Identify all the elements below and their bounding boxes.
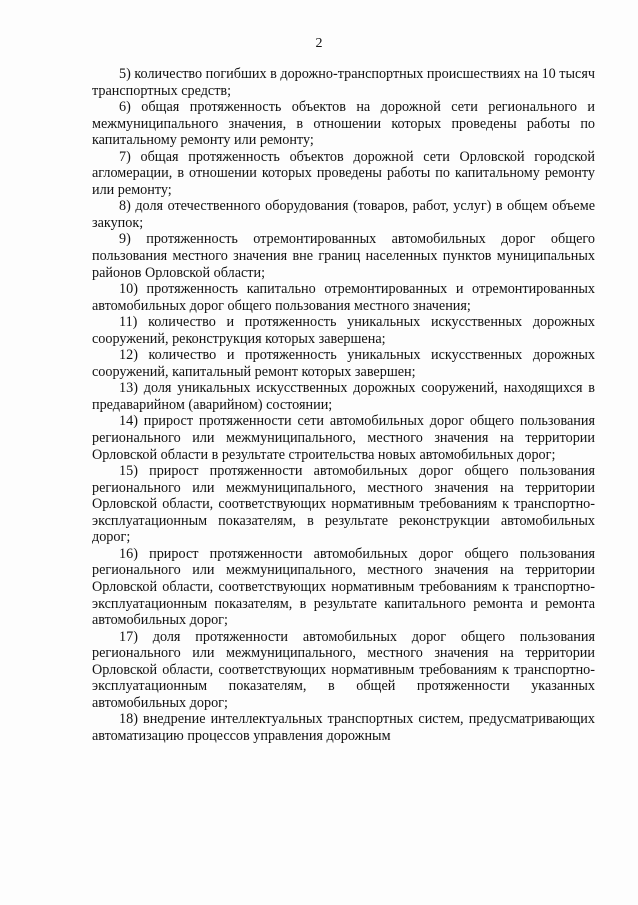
list-item-14: 14) прирост протяженности сети автомобильных дорог общего пользования регионального или межмуниципального, местного значения на территории Орловской области в результате строительства новых автомобильных дорог; (92, 413, 595, 463)
list-item-8: 8) доля отечественного оборудования (товаров, работ, услуг) в общем объеме закупок; (92, 198, 595, 231)
list-item-11: 11) количество и протяженность уникальных искусственных дорожных сооружений, реконструкция которых завершена; (92, 314, 595, 347)
list-item-18: 18) внедрение интеллектуальных транспортных систем, предусматривающих автоматизацию процессов управления дорожным (92, 711, 595, 744)
list-item-17: 17) доля протяженности автомобильных дорог общего пользования регионального или межмуниципального, местного значения на территории Орловской области, соответствующих нормативным требованиям к транспортно-эксплуатационным показателям, в общей протяженности указанных автомобильных дорог; (92, 628, 595, 711)
list-item-15: 15) прирост протяженности автомобильных дорог общего пользования регионального или межмуниципального, местного значения на территории Орловской области, соответствующих нормативным требованиям к транспортно-эксплуатационным показателям, в результате реконструкции автомобильных дорог; (92, 463, 595, 546)
page-number: 2 (315, 36, 323, 51)
list-item-16: 16) прирост протяженности автомобильных дорог общего пользования регионального или межмуниципального, местного значения на территории Орловской области, соответствующих нормативным требованиям к транспортно-эксплуатационным показателям, в результате капитального ремонта и ремонта автомобильных дорог; (92, 545, 595, 629)
document-body (92, 66, 595, 744)
list-item-9: 9) протяженность отремонтированных автомобильных дорог общего пользования местного значения вне границ населенных пунктов муниципальных районов Орловской области; (92, 231, 595, 281)
list-item-12: 12) количество и протяженность уникальных искусственных дорожных сооружений, капитальный ремонт которых завершен; (92, 347, 595, 380)
list-item-7: 7) общая протяженность объектов дорожной сети Орловской городской агломерации, в отношении которых проведены работы по капитальному ремонту или ремонту; (92, 148, 595, 198)
list-item-5: 5) количество погибших в дорожно-транспортных происшествиях на 10 тысяч транспортных средств; (92, 66, 595, 99)
list-item-10: 10) протяженность капитально отремонтированных и отремонтированных автомобильных дорог общего пользования местного значения; (92, 281, 595, 314)
list-item-6: 6) общая протяженность объектов на дорожной сети регионального и межмуниципального значения, в отношении которых проведены работы по капитальному ремонту или ремонту; (92, 99, 595, 149)
list-item-13: 13) доля уникальных искусственных дорожных сооружений, находящихся в предаварийном (аварийном) состоянии; (92, 380, 595, 413)
